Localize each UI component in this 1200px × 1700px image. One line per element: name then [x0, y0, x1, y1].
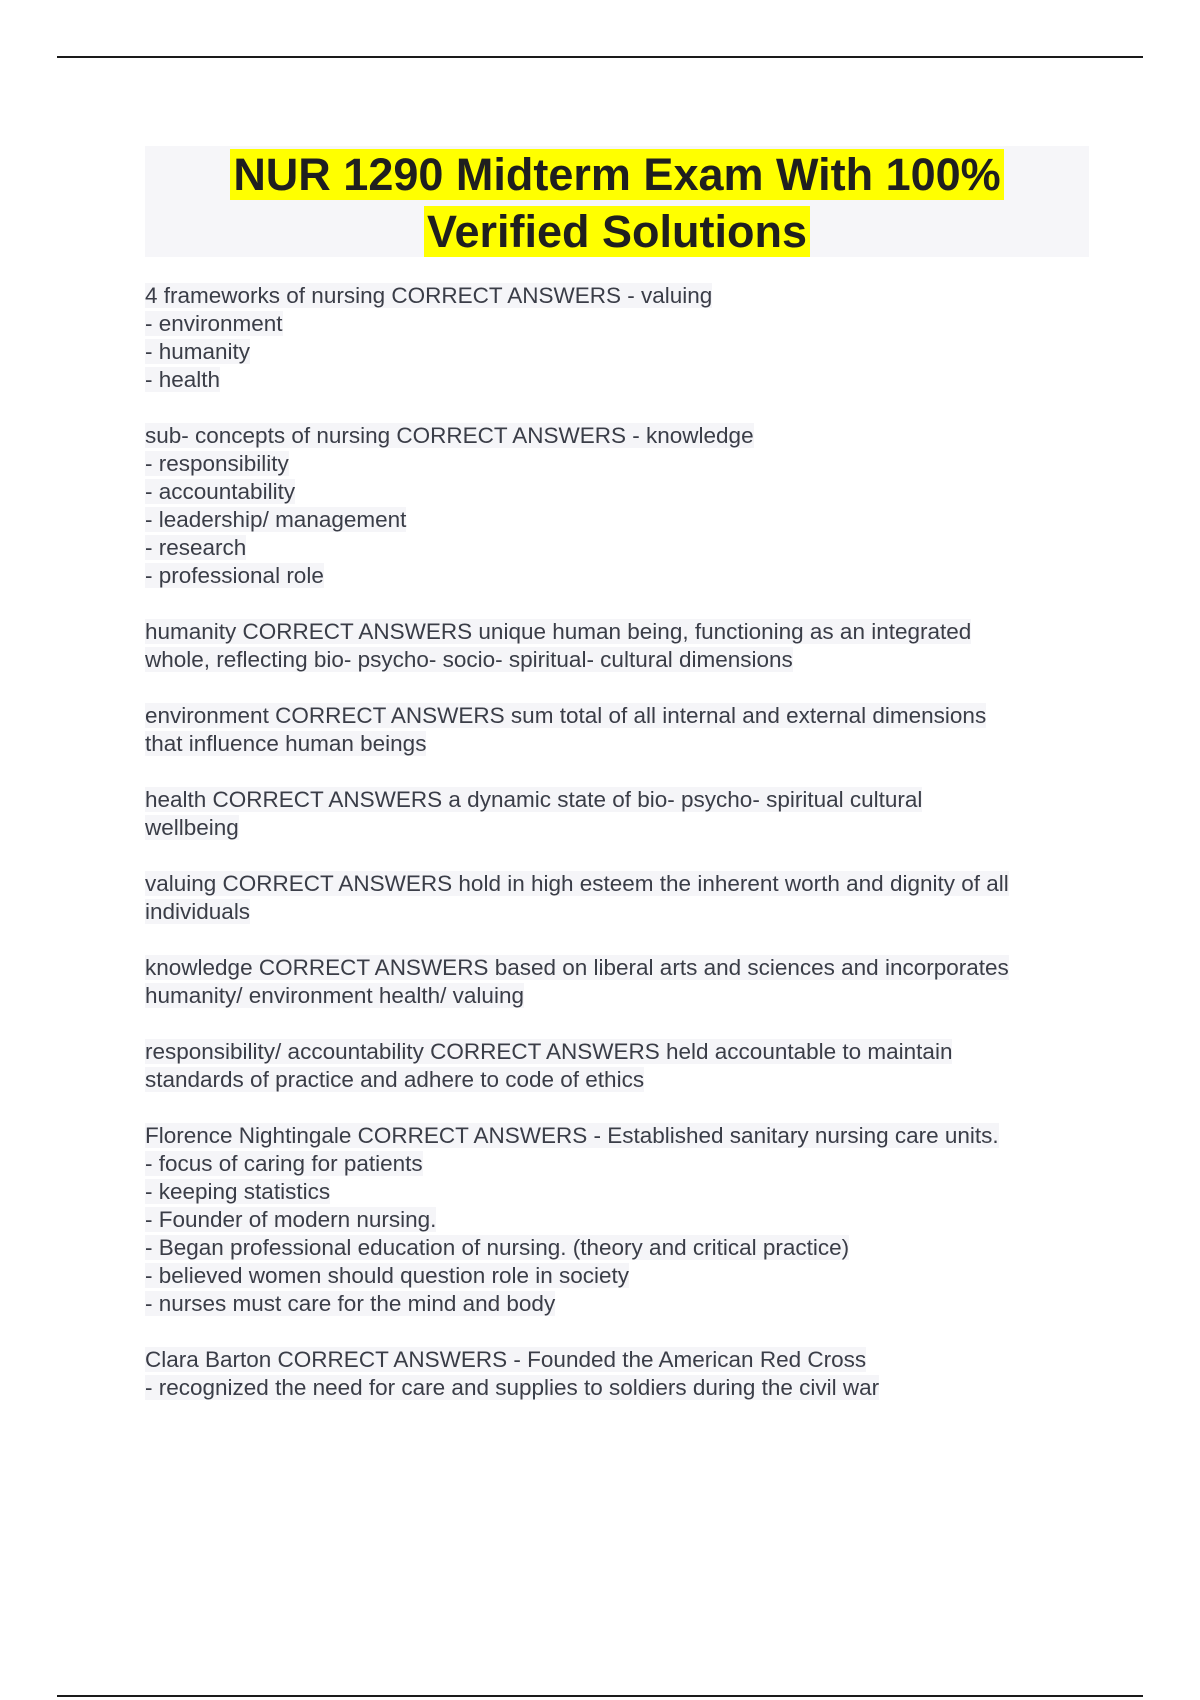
qa-line	[145, 366, 1089, 394]
qa-line-text: - believed women should question role in society	[145, 1263, 630, 1288]
qa-line	[145, 338, 1089, 366]
qa-line-text: Clara Barton CORRECT ANSWERS - Founded the American Red Cross	[145, 1347, 867, 1372]
qa-line-text: Florence Nightingale CORRECT ANSWERS - Established sanitary nursing care units.	[145, 1123, 999, 1148]
qa-line	[145, 1234, 1089, 1262]
qa-line	[145, 982, 1089, 1010]
qa-line	[145, 646, 1089, 674]
qa-line-text: - leadership/ management	[145, 507, 407, 532]
qa-line-text: individuals	[145, 899, 251, 924]
qa-line	[145, 1290, 1089, 1318]
qa-line-text: sub- concepts of nursing CORRECT ANSWERS - knowledge	[145, 423, 754, 448]
qa-entry	[145, 702, 1089, 758]
qa-entry	[145, 786, 1089, 842]
qa-line	[145, 1066, 1089, 1094]
qa-line	[145, 1178, 1089, 1206]
qa-line	[145, 562, 1089, 590]
bottom-rule	[57, 1695, 1143, 1697]
qa-line-text: - humanity	[145, 339, 251, 364]
qa-line	[145, 898, 1089, 926]
qa-line	[145, 1262, 1089, 1290]
qa-line-text: responsibility/ accountability CORRECT ANSWERS held accountable to maintain	[145, 1039, 953, 1064]
qa-line-text: - professional role	[145, 563, 324, 588]
qa-line	[145, 310, 1089, 338]
qa-line-text: - Began professional education of nursing. (theory and critical practice)	[145, 1235, 850, 1260]
qa-line	[145, 1206, 1089, 1234]
qa-line-text: wellbeing	[145, 815, 239, 840]
qa-entry	[145, 954, 1089, 1010]
qa-line-text: 4 frameworks of nursing CORRECT ANSWERS - valuing	[145, 283, 713, 308]
qa-line	[145, 1122, 1089, 1150]
title-block	[145, 146, 1089, 257]
qa-entry	[145, 1122, 1089, 1318]
qa-line-text: - environment	[145, 311, 283, 336]
qa-line-text: humanity CORRECT ANSWERS unique human being, functioning as an integrated	[145, 619, 972, 644]
top-rule	[57, 56, 1143, 58]
qa-entry	[145, 1038, 1089, 1094]
qa-line-text: - accountability	[145, 479, 296, 504]
qa-line	[145, 730, 1089, 758]
qa-line	[145, 282, 1089, 310]
qa-line-text: - focus of caring for patients	[145, 1151, 423, 1176]
qa-list	[145, 282, 1089, 1430]
qa-line	[145, 870, 1089, 898]
qa-line	[145, 1150, 1089, 1178]
qa-line-text: health CORRECT ANSWERS a dynamic state of bio- psycho- spiritual cultural	[145, 787, 923, 812]
qa-line-text: valuing CORRECT ANSWERS hold in high esteem the inherent worth and dignity of all	[145, 871, 1009, 896]
qa-line	[145, 1374, 1089, 1402]
qa-line	[145, 618, 1089, 646]
qa-line	[145, 1038, 1089, 1066]
qa-line	[145, 814, 1089, 842]
qa-line	[145, 450, 1089, 478]
qa-line	[145, 422, 1089, 450]
qa-line-text: - Founder of modern nursing.	[145, 1207, 437, 1232]
qa-line-text: - research	[145, 535, 247, 560]
qa-line-text: that influence human beings	[145, 731, 427, 756]
qa-line-text: environment CORRECT ANSWERS sum total of all internal and external dimensions	[145, 703, 987, 728]
qa-line	[145, 534, 1089, 562]
qa-line-text: - keeping statistics	[145, 1179, 331, 1204]
document-title	[145, 146, 1089, 260]
qa-line	[145, 786, 1089, 814]
qa-line-text: - responsibility	[145, 451, 289, 476]
qa-line-text: standards of practice and adhere to code of ethics	[145, 1067, 645, 1092]
qa-entry	[145, 870, 1089, 926]
qa-entry	[145, 1346, 1089, 1402]
title-line-2: Verified Solutions	[424, 206, 810, 257]
qa-entry	[145, 618, 1089, 674]
qa-line-text: knowledge CORRECT ANSWERS based on liberal arts and sciences and incorporates	[145, 955, 1009, 980]
qa-line-text: - nurses must care for the mind and body	[145, 1291, 556, 1316]
qa-line-text: - recognized the need for care and supplies to soldiers during the civil war	[145, 1375, 880, 1400]
qa-line-text: whole, reflecting bio- psycho- socio- spiritual- cultural dimensions	[145, 647, 793, 672]
qa-line	[145, 478, 1089, 506]
qa-line	[145, 1346, 1089, 1374]
qa-line-text: - health	[145, 367, 221, 392]
title-line-1: NUR 1290 Midterm Exam With 100%	[230, 149, 1003, 200]
qa-line-text: humanity/ environment health/ valuing	[145, 983, 524, 1008]
qa-line	[145, 506, 1089, 534]
qa-line	[145, 702, 1089, 730]
qa-line	[145, 954, 1089, 982]
qa-entry	[145, 422, 1089, 590]
qa-entry	[145, 282, 1089, 394]
